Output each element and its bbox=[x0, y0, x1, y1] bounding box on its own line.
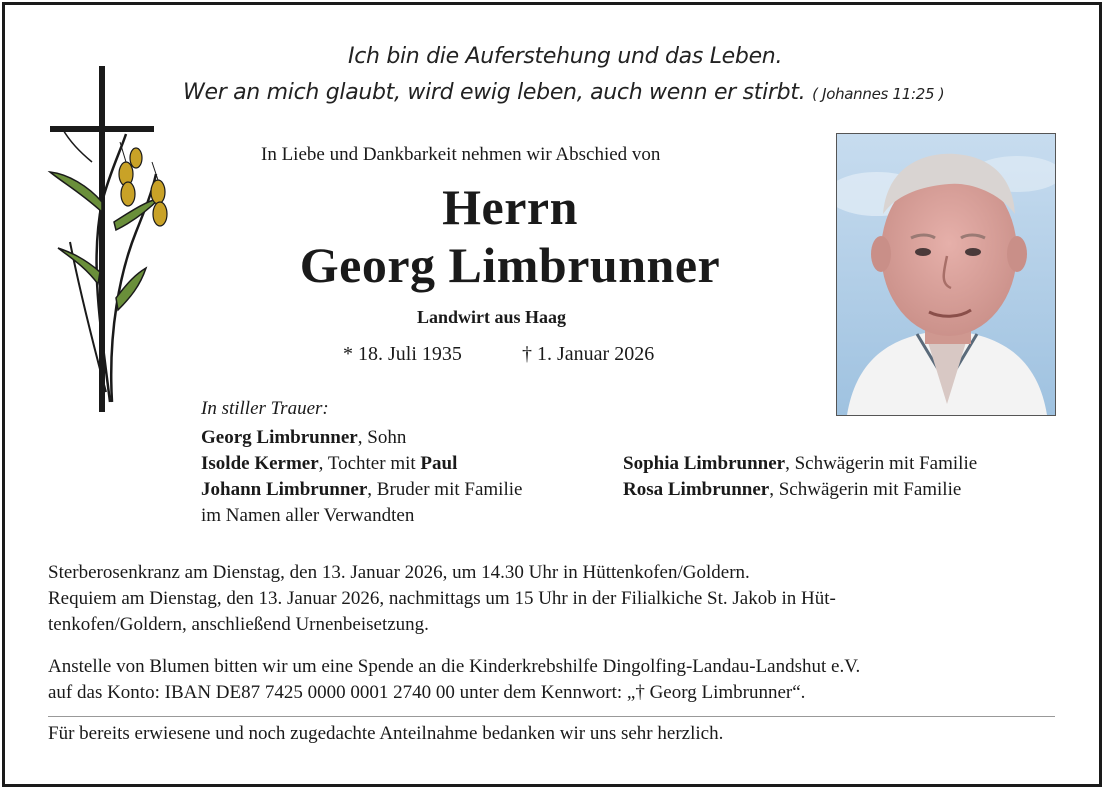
cross-with-wheat-icon bbox=[40, 62, 180, 418]
service-line-2: Requiem am Dienstag, den 13. Januar 2026, nachmittags um 15 Uhr in der Filialkiche St. Jakob in Hüt- bbox=[48, 588, 836, 609]
mourner-name: Georg Limbrunner bbox=[201, 427, 358, 448]
mourner-left-0 bbox=[201, 425, 406, 451]
mourner-partner: Paul bbox=[420, 453, 458, 474]
portrait-photo bbox=[836, 133, 1056, 416]
mourner-relation: , Bruder mit Familie bbox=[367, 479, 523, 500]
mourner-relation: , Sohn bbox=[357, 427, 407, 448]
birth-date: * 18. Juli 1935 bbox=[343, 343, 462, 365]
donation-line-2: auf das Konto: IBAN DE87 7425 0000 0001 2740 00 unter dem Kennwort: „† Georg Limbrunner“. bbox=[48, 682, 806, 703]
mourner-right-1 bbox=[623, 477, 961, 503]
mourner-name: Johann Limbrunner bbox=[201, 479, 368, 500]
deceased-name: Georg Limbrunner bbox=[299, 237, 721, 293]
mourner-left-2 bbox=[201, 477, 522, 503]
thanks-text: Für bereits erwiesene und noch zugedachte Anteilnahme bedanken wir uns sehr herzlich. bbox=[48, 723, 724, 744]
occupation: Landwirt aus Haag bbox=[417, 307, 567, 327]
mourner-relation: , Schwägerin mit Familie bbox=[785, 453, 978, 474]
service-line-3: tenkofen/Goldern, anschließend Urnenbeisetzung. bbox=[48, 614, 429, 635]
mourner-relation: , Tochter mit bbox=[318, 453, 421, 474]
service-line-1: Sterberosenkranz am Dienstag, den 13. Januar 2026, um 14.30 Uhr in Hüttenkofen/Goldern. bbox=[48, 562, 750, 583]
verse-line-2-text: Wer an mich glaubt, wird ewig leben, auch wenn er stirbt. bbox=[183, 80, 806, 105]
donation-line-1: Anstelle von Blumen bitten wir um eine Spende an die Kinderkrebshilfe Dingolfing-Landau-Landshut e.V. bbox=[48, 656, 861, 677]
mourner-name: Rosa Limbrunner bbox=[623, 479, 770, 500]
divider bbox=[48, 716, 1055, 717]
verse-line-2 bbox=[183, 80, 944, 105]
mourners-heading: In stiller Trauer: bbox=[201, 398, 329, 419]
mourner-left-1 bbox=[201, 451, 457, 477]
intro-text: In Liebe und Dankbarkeit nehmen wir Abschied von bbox=[261, 144, 661, 165]
death-date: † 1. Januar 2026 bbox=[522, 343, 655, 365]
mourner-relation: , Schwägerin mit Familie bbox=[769, 479, 962, 500]
mourner-name: Sophia Limbrunner bbox=[623, 453, 786, 474]
portrait-illustration bbox=[837, 134, 1055, 415]
mourner-name: Isolde Kermer bbox=[201, 453, 319, 474]
mourners-closing: im Namen aller Verwandten bbox=[201, 505, 415, 526]
salutation: Herrn bbox=[442, 179, 578, 235]
verse-reference: ( Johannes 11:25 ) bbox=[812, 85, 945, 103]
mourner-right-0 bbox=[623, 451, 977, 477]
verse-line-1: Ich bin die Auferstehung und das Leben. bbox=[348, 44, 783, 69]
